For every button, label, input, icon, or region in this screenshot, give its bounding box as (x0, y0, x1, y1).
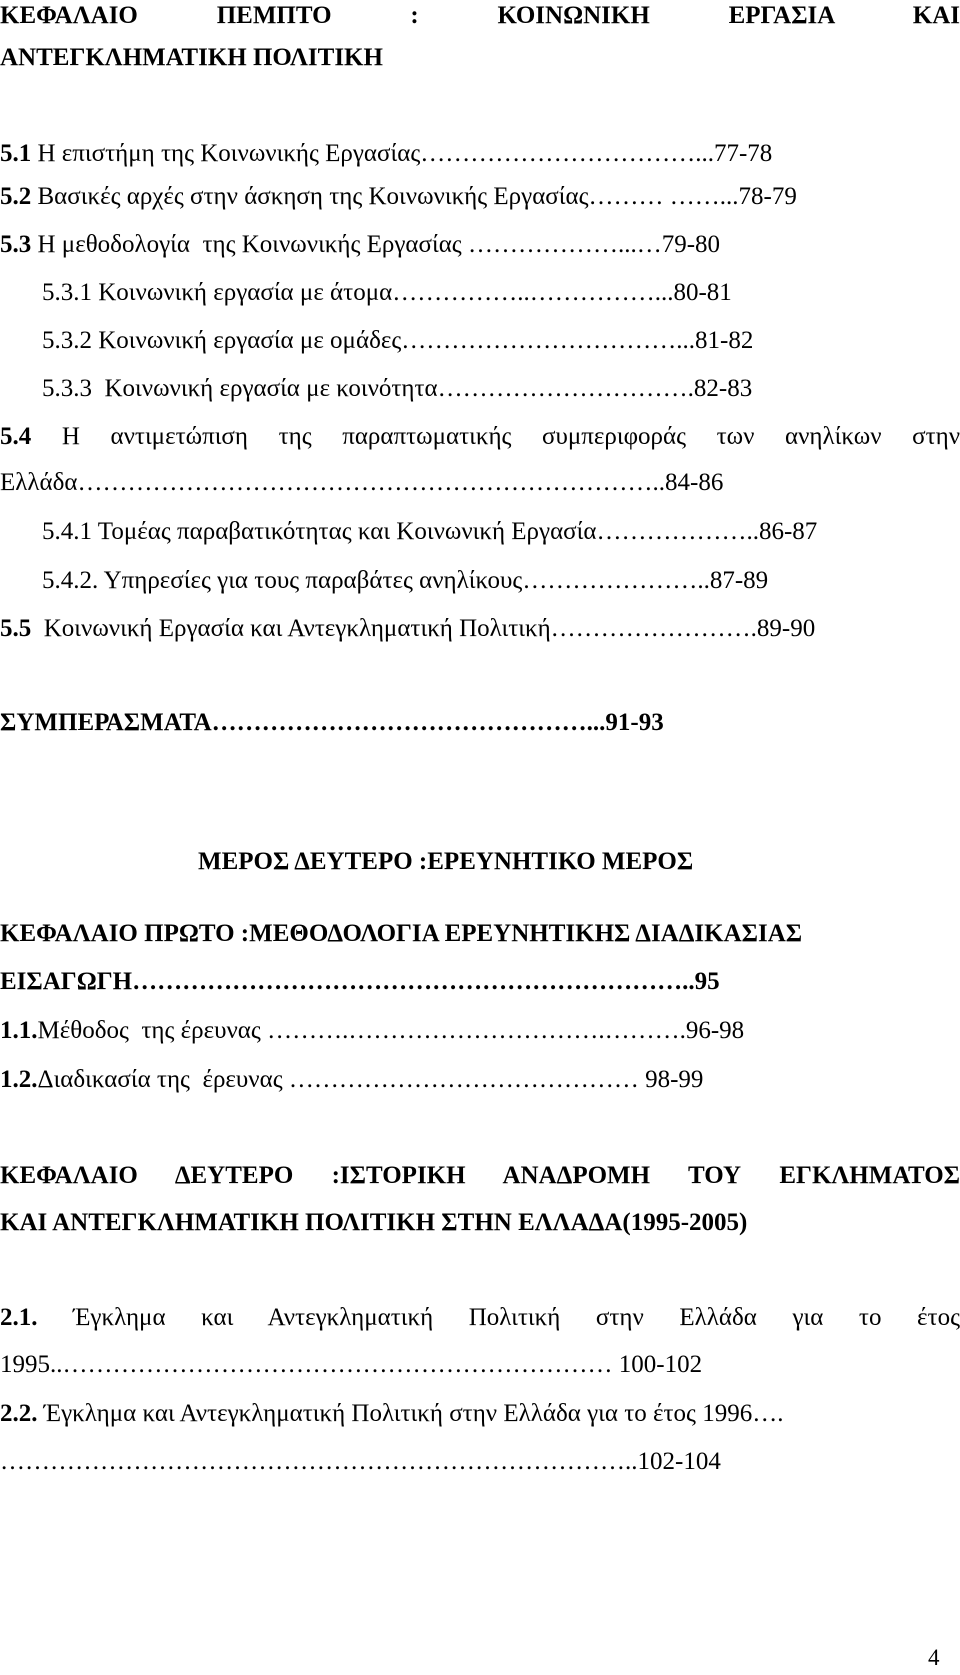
toc-entry-5-1 (0, 138, 960, 170)
toc-entry-conclusions (0, 707, 960, 739)
toc-entry-5-3 (0, 229, 960, 261)
toc-entry-number: 2.1. (0, 1304, 38, 1331)
toc-entry-pages: 84-86 (665, 469, 724, 496)
toc-entry-leader: ……………………………... (401, 327, 695, 354)
chapter1-heading: ΚΕΦΑΛΑΙΟ ΠΡΩΤΟ :ΜΕΘΟΔΟΛΟΓΙΑ ΕΡΕΥΝΗΤΙΚΗΣ ΔΙΑΔΙΚΑΣΙΑΣ (0, 920, 803, 947)
toc-entry-5-4-1 (42, 516, 960, 548)
toc-entry-2-1-line2 (0, 1349, 960, 1381)
toc-entry-leader: ………………………………………………………………….. (0, 1448, 638, 1475)
toc-entry-number: 1.2. (0, 1066, 38, 1093)
toc-entry-pages: 89-90 (756, 615, 816, 642)
toc-entry-pages: 80-81 (673, 279, 732, 306)
chapter2-heading-line1: ΚΕΦΑΛΑΙΟ ΔΕΥΤΕΡΟ :ΙΣΤΟΡΙΚΗ ΑΝΑΔΡΟΜΗ ΤΟΥ ΕΓΚΛΗΜΑΤΟΣ (0, 1162, 960, 1189)
toc-entry-leader: ………………………………………………………… (62, 1351, 619, 1378)
chapter5-heading-line2: ΑΝΤΕΓΚΛΗΜΑΤΙΚΗ ΠΟΛΙΤΙΚΗ (0, 44, 383, 71)
toc-entry-pages: 78-79 (738, 183, 797, 210)
toc-entry-number: 5.3.2 (42, 327, 92, 354)
toc-entry-number: 5.1 (0, 140, 32, 167)
toc-entry-5-5 (0, 613, 960, 645)
toc-entry-number: 5.2 (0, 183, 32, 210)
toc-entry-number: 5.5 (0, 615, 32, 642)
toc-entry-pages: 91-93 (605, 709, 664, 736)
toc-entry-pages: 81-82 (695, 327, 754, 354)
toc-entry-1-1 (0, 1015, 960, 1047)
toc-entry-leader: ……………….. (596, 518, 759, 545)
toc-entry-title: Η μεθοδολογία της Κοινωνικής Εργασίας (31, 231, 468, 258)
toc-entry-leader: …………………………. (437, 375, 694, 402)
toc-entry-number: 5.4 (0, 423, 32, 450)
toc-entry-number: 5.3 (0, 231, 32, 258)
toc-entry-1-2 (0, 1064, 960, 1096)
toc-entry-introduction (0, 966, 960, 998)
toc-entry-pages: 102-104 (637, 1448, 721, 1475)
toc-entry-leader: ………………………………………………………….. (132, 968, 695, 995)
toc-entry-leader: ……………………. (550, 615, 757, 642)
toc-entry-5-3-3 (42, 373, 960, 405)
part2-heading: ΜΕΡΟΣ ΔΕΥΤΕΡΟ :ΕΡΕΥΝΗΤΙΚΟ ΜΕΡΟΣ (198, 848, 694, 875)
toc-entry-title: 1995.. (0, 1351, 63, 1378)
toc-entry-title: ΣΥΜΠΕΡΑΣΜΑΤΑ (0, 709, 212, 736)
toc-entry-leader: ……… ……... (588, 183, 739, 210)
toc-entry-pages: 79-80 (661, 231, 721, 258)
toc-entry-title: Έγκλημα και Αντεγκληματική Πολιτική στην Ελλάδα για το έτος 1996…. (37, 1400, 784, 1427)
toc-entry-pages: 82-83 (693, 375, 753, 402)
toc-entry-title: Κοινωνική Εργασία και Αντεγκληματική Πολιτική (31, 615, 551, 642)
toc-entry-2-2-line1 (0, 1398, 960, 1430)
toc-entry-5-3-1 (42, 277, 960, 309)
toc-entry-title: Έγκλημα και Αντεγκληματική Πολιτική στην Ελλάδα για το έτος (37, 1304, 960, 1331)
toc-entry-5-4-line2 (0, 467, 960, 499)
chapter2-heading-line2: ΚΑΙ ΑΝΤΕΓΚΛΗΜΑΤΙΚΗ ΠΟΛΙΤΙΚΗ ΣΤΗΝ ΕΛΛΑΔΑ(1995-2005) (0, 1209, 748, 1236)
toc-entry-pages: 95 (694, 968, 720, 995)
toc-entry-number: 5.3.3 (42, 375, 92, 402)
toc-entry-number: 5.4.1 (42, 518, 92, 545)
toc-entry-title: Κοινωνική εργασία με κοινότητα (92, 375, 438, 402)
toc-entry-title: Κοινωνική εργασία με άτομα (92, 279, 393, 306)
toc-entry-5-4-line1 (0, 421, 960, 453)
toc-entry-title: Υπηρεσίες για τους παραβάτες ανηλίκους (98, 567, 523, 594)
toc-entry-title: Διαδικασία της έρευνας (37, 1066, 289, 1093)
toc-entry-number: 1.1. (0, 1017, 38, 1044)
toc-entry-number: 5.3.1 (42, 279, 92, 306)
toc-entry-pages: 98-99 (645, 1066, 704, 1093)
toc-entry-leader: ………………………………………... (211, 709, 606, 736)
toc-entry-leader: …………………………………… (288, 1066, 646, 1093)
toc-entry-leader: ……………………………... (420, 140, 714, 167)
toc-entry-title: ΕΙΣΑΓΩΓΗ (0, 968, 133, 995)
toc-entry-number: 5.4.2. (42, 567, 99, 594)
toc-entry-title: Τομέας παραβατικότητας και Κοινωνική Εργασία (92, 518, 597, 545)
toc-entry-number: 2.2. (0, 1400, 38, 1427)
toc-entry-title: Κοινωνική εργασία με ομάδες (92, 327, 402, 354)
toc-entry-leader: ……….………………………….………. (267, 1017, 686, 1044)
toc-entry-title: Η επιστήμη της Κοινωνικής Εργασίας (31, 140, 421, 167)
toc-entry-5-2 (0, 181, 960, 213)
toc-entry-leader: ………………….. (522, 567, 710, 594)
toc-entry-title: Βασικές αρχές στην άσκηση της Κοινωνικής Εργασίας (31, 183, 589, 210)
toc-entry-leader: ………………...… (467, 231, 662, 258)
toc-entry-5-4-2 (42, 565, 960, 597)
toc-entry-5-3-2 (42, 325, 960, 357)
toc-entry-pages: 87-89 (709, 567, 769, 594)
toc-entry-2-1-line1 (0, 1302, 960, 1334)
toc-entry-2-2-line2 (0, 1446, 960, 1478)
toc-entry-title: Μέθοδος της έρευνας (37, 1017, 268, 1044)
page-number: 4 (928, 1645, 940, 1670)
toc-entry-title: Ελλάδα (0, 469, 78, 496)
toc-entry-pages: 100-102 (618, 1351, 703, 1378)
toc-entry-pages: 96-98 (685, 1017, 745, 1044)
toc-entry-pages: 77-78 (713, 140, 773, 167)
toc-entry-title: Η αντιμετώπιση της παραπτωματικής συμπεριφοράς των ανηλίκων στην (31, 423, 960, 450)
toc-entry-leader: …………………………………………………………….. (77, 469, 665, 496)
chapter5-heading-line1: ΚΕΦΑΛΑΙΟ ΠΕΜΠΤΟ : ΚΟΙΝΩΝΙΚΗ ΕΡΓΑΣΙΑ ΚΑΙ (0, 2, 960, 29)
toc-entry-leader: ……………..……………... (392, 279, 674, 306)
toc-entry-pages: 86-87 (758, 518, 818, 545)
